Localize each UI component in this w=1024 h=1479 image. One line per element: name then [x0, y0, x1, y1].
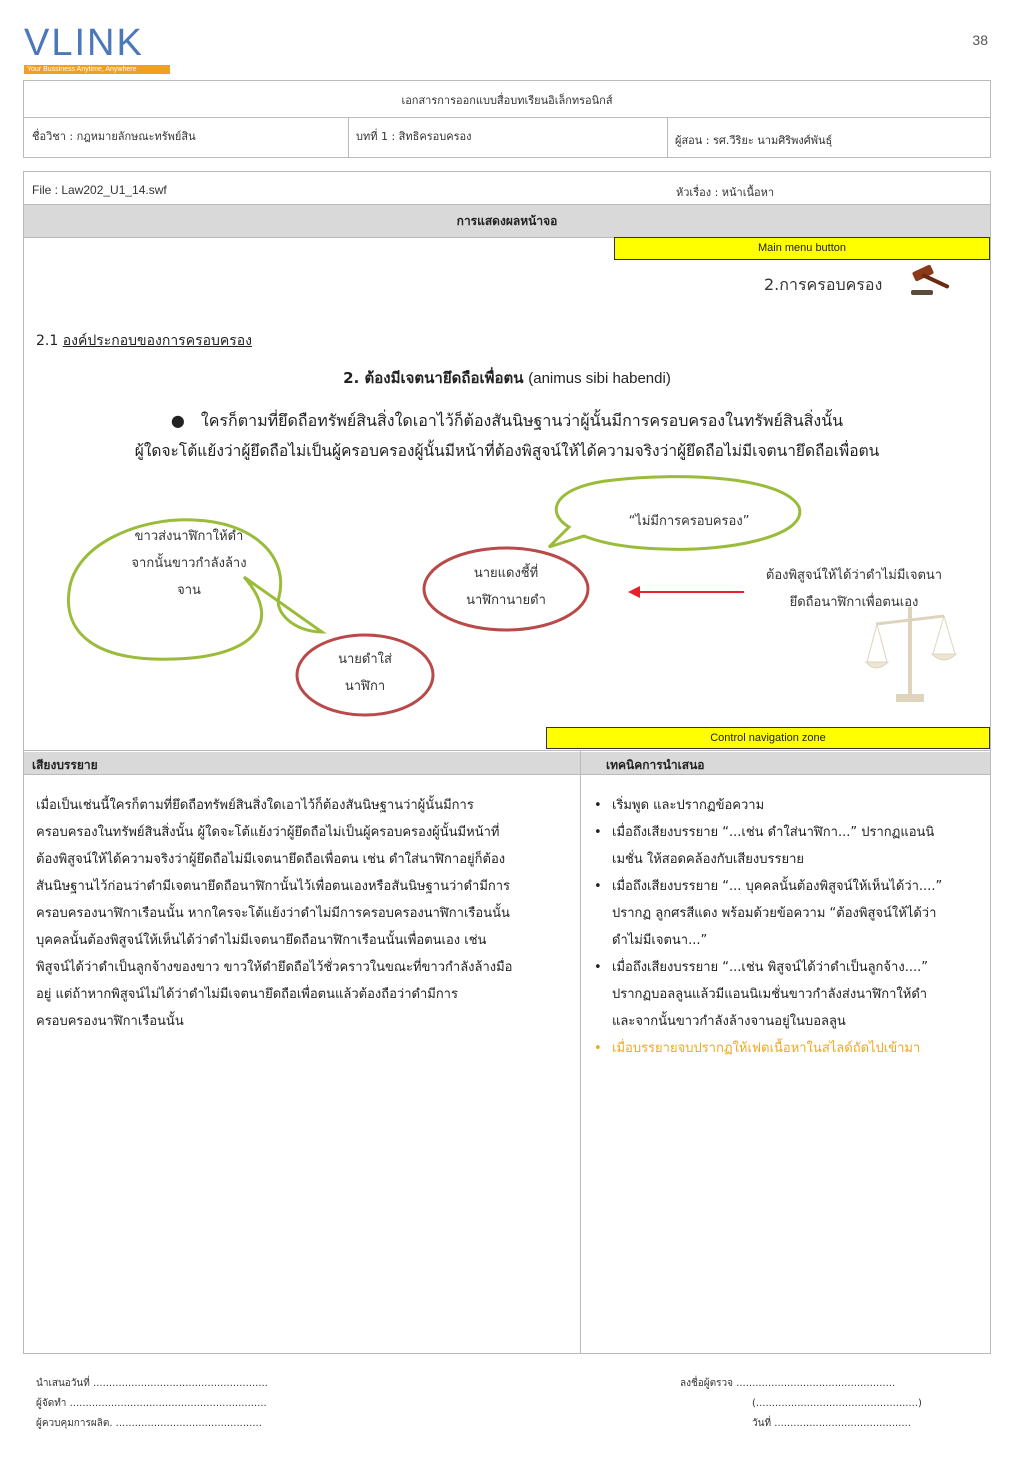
screen-display-header — [24, 204, 990, 238]
section-title: 2.การครอบครอง — [764, 275, 883, 294]
reviewer-name: (...................................................) — [752, 1398, 922, 1409]
bullet-dot: ● — [170, 411, 185, 430]
gavel-icon — [909, 264, 957, 298]
subject-name: ชื่อวิชา : กฎหมายลักษณะทรัพย์สิน — [32, 130, 196, 143]
red-bubble-center-text: นายแดงชี้ที่ นาฬิกานายดำ — [466, 566, 546, 608]
technique-item-highlight: • เมื่อบรรยายจบปรากฏให้เฟดเนื้อหาในสไลด์ถัดไปเข้ามา — [594, 1041, 921, 1056]
technique-item: • เมื่อถึงเสียงบรรยาย “...เช่น พิสูจน์ได้ว่าดำเป็นลูกจ้าง....” ปรากฏบอลลูนแล้วมีแอนนิเมชั่นขาวกำลังส่งนาฬิกาให้ดำ และจากนั้นขาวกำลังล้างจานอยู่ในบอลลูน — [594, 960, 928, 1029]
technique-header: เทคนิคการนำเสนอ — [606, 758, 705, 772]
vlink-logo — [24, 22, 174, 76]
producer: ผู้จัดทำ .............................................................. — [36, 1398, 267, 1409]
topic-label: หัวเรื่อง : หน้าเนื้อหา — [676, 186, 775, 199]
production-supervisor: ผู้ควบคุมการผลิต. .............................................. — [36, 1418, 262, 1429]
logo-tagline: Your Bussiness Anytime, Anywhere — [24, 65, 170, 74]
arrow-caption: ต้องพิสูจน์ให้ได้ว่าดำไม่มีเจตนา ยึดถือนาฬิกาเพื่อตนเอง — [765, 568, 943, 610]
page-number: 38 — [972, 32, 988, 48]
doc-title: เอกสารการออกแบบสื่อบทเรียนอิเล็กทรอนิกส์ — [401, 94, 613, 107]
main-menu-button[interactable] — [614, 237, 990, 260]
footer-left — [36, 1374, 268, 1434]
doc-header-table — [23, 80, 991, 158]
scales-of-justice-icon — [866, 607, 956, 702]
subheading-prefix: 2.1 — [36, 333, 63, 349]
technique-list — [594, 792, 984, 1062]
bullet-line-2: ผู้ใดจะโต้แย้งว่าผู้ยึดถือไม่เป็นผู้ครอบครองผู้นั้นมีหน้าที่ต้องพิสูจน์ให้ได้ความจริงว่าผู้ยึดถือไม่มีเจตนายึดถือเพื่อตน — [134, 442, 880, 460]
technique-item: • เมื่อถึงเสียงบรรยาย “...เช่น ดำใส่นาฬิกา...” ปรากฏแอนนิ เมชั่น ให้สอดคล้องกับเสียงบรรยาย — [594, 825, 935, 867]
screen-display-label: การแสดงผลหน้าจอ — [456, 214, 558, 228]
logo-brand: VLINK — [24, 22, 144, 64]
technique-item: • เริ่มพูด และปรากฏข้อความ — [594, 798, 765, 813]
chapter-name: บทที่ 1 : สิทธิครอบครอง — [356, 130, 472, 143]
instructor-name: ผู้สอน : รศ.วีริยะ นามศิริพงศ์พันธุ์ — [675, 134, 833, 147]
subheading-link[interactable]: องค์ประกอบของการครอบครอง — [62, 333, 253, 349]
red-bubble-bottom-text: นายดำใส่ นาฬิกา — [338, 652, 392, 694]
point-title-latin: (animus sibi habendi) — [528, 370, 671, 387]
point-title-bold: 2. ต้องมีเจตนายึดถือเพื่อตน — [343, 369, 524, 387]
control-navigation-zone-label: Control navigation zone — [710, 732, 826, 744]
file-name: File : Law202_U1_14.swf — [32, 183, 167, 197]
red-arrow-head — [628, 586, 640, 598]
main-menu-button-label: Main menu button — [757, 242, 847, 254]
narration-header: เสียงบรรยาย — [32, 758, 98, 772]
subheading — [36, 330, 252, 352]
green-bubble-left-text: ขาวส่งนาฬิกาให้ดำ จากนั้นขาวกำลังล้าง จาน — [131, 529, 247, 598]
point-title — [24, 366, 990, 390]
presented-date: นำเสนอวันที่ ....................................................... — [36, 1378, 268, 1389]
bullet-line-1: ใครก็ตามที่ยึดถือทรัพย์สินสิ่งใดเอาไว้ก็ต้องสันนิษฐานว่าผู้นั้นมีการครอบครองในทรัพย์สินสิ่งนั้น — [200, 411, 844, 430]
storyboard-frame — [23, 171, 991, 1354]
review-date: วันที่ ........................................... — [752, 1418, 911, 1429]
narration-text: เมื่อเป็นเช่นนี้ใครก็ตามที่ยึดถือทรัพย์สินสิ่งใดเอาไว้ก็ต้องสันนิษฐานว่าผู้นั้นมีการ ครอบครองในทรัพย์สินสิ่งนั้น ผู้ใดจะโต้แย้งว่าผู้ยึดถือไม่เป็นผู้ครอบครองผู้นั้นมีหน้าที่ ต้องพิสูจน์ให้ได้ความจริงว่าผู้ยึดถือไม่มีเจตนายึดถือเพื่อตน เช่น ดำใส่นาฬิกาอยู่ก็ต้อง สันนิษฐานไว้ก่อนว่าดำมีเจตนายึดถือนาฬิกานั้นไว้เพื่อตนเองหรือสันนิษฐานว่าดำมีการ ครอบครองนาฬิกาเรือนนั้น หากใครจะโต้แย้งว่าดำไม่มีการครอบครองนาฬิกาเรือนนั้น บุคคลนั้นต้องพิสูจน์ให้เห็นได้ว่าดำไม่มีเจตนายึดถือนาฬิกาเรือนนั้นเพื่อตนเอง เช่น พิสูจน์ได้ว่าดำเป็นลูกจ้างของขาว ขาวให้ดำยึดถือไว้ชั่วคราวในขณะที่ขาวกำลังล้างมือ อยู่ แต่ถ้าหากพิสูจน์ไม่ได้ว่าดำไม่มีเจตนายึดถือเพื่อตนแล้วต้องถือว่าดำมีการ ครอบครองนาฬิกาเรือนนั้น — [36, 798, 513, 1029]
control-navigation-zone[interactable] — [546, 727, 990, 749]
technique-item: • เมื่อถึงเสียงบรรยาย “... บุคคลนั้นต้องพิสูจน์ให้เห็นได้ว่า....” ปรากฏ ลูกศรสีแดง พร้อมด้วยข้อความ “ต้องพิสูจน์ให้ได้ว่า ดำไม่มีเจตนา...” — [594, 879, 943, 948]
reviewer-signature: ลงชื่อผู้ตรวจ .................................................. — [680, 1378, 896, 1389]
footer-right — [680, 1374, 922, 1434]
bullet-block — [24, 406, 990, 466]
green-bubble-top-text: “ไม่มีการครอบครอง” — [628, 514, 750, 529]
